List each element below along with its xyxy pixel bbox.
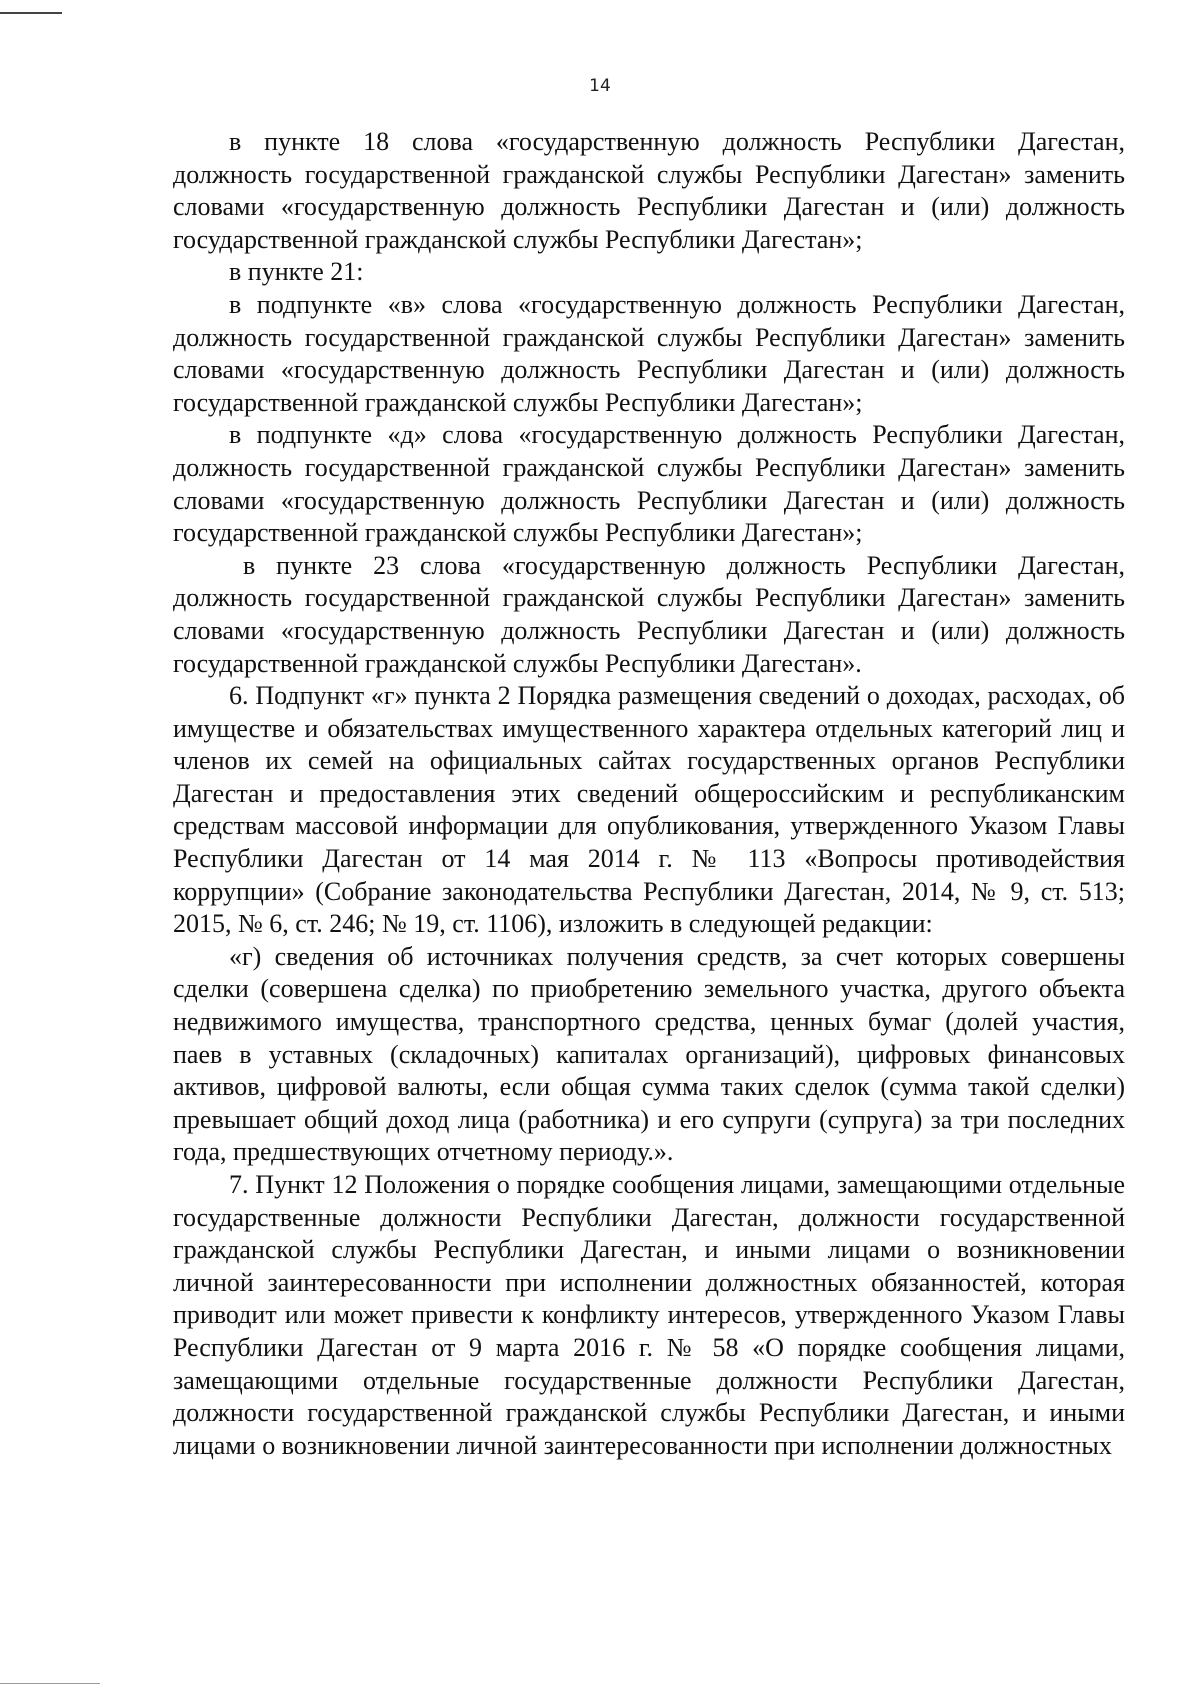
paragraph-quoted-subitem-g: «г) сведения об источниках получения средств, за счет которых совершены сделки (совершена сделка) по приобретению земельного участка, другого объекта недвижимого имущества, транспортного средства, ценных бумаг (долей участия, паев в уставных (складочных) капиталах организаций), цифровых финансовых активов, цифровой валюты, если общая сумма таких сделок (сумма такой сделки) превышает общий доход лица (работника) и его супруги (супруга) за три последних года, предшествующих отчетному периоду.». [173,941,1125,1167]
paragraph-subitem-d: в подпункте «д» слова «государственную должность Республики Дагестан, должность государственной гражданской службы Республики Дагестан» заменить словами «государственную должность Республики Дагестан и (или) должность государственной гражданской службы Республики Дагестан»; [173,420,1125,548]
page-number: 14 [589,76,611,96]
scan-corner-mark [0,12,62,14]
paragraph-item-21-intro: в пункте 21: [229,257,364,287]
scan-bottom-mark [0,1683,100,1684]
paragraph-subitem-v: в подпункте «в» слова «государственную должность Республики Дагестан, должность государственной гражданской службы Республики Дагестан» заменить словами «государственную должность Республики Дагестан и (или) должность государственной гражданской службы Республики Дагестан»; [173,289,1125,417]
paragraph-section-6: 6. Подпункт «г» пункта 2 Порядка размещения сведений о доходах, расходах, об имуществе и обязательствах имущественного характера отдельных категорий лиц и членов их семей на официальных сайтах государственных органов Республики Дагестан и предоставления этих сведений общероссийским и республиканским средствам массовой информации для опубликования, утвержденного Указом Главы Республики Дагестан от 14 мая 2014 г. № 113 «Вопросы противодействия коррупции» (Собрание законодательства Республики Дагестан, 2014, № 9, ст. 513; 2015, № 6, ст. 246; № 19, ст. 1106), изложить в следующей редакции: [173,681,1125,939]
paragraph-item-23: в пункте 23 слова «государственную должность Республики Дагестан, должность государственной гражданской службы Республики Дагестан» заменить словами «государственную должность Республики Дагестан и (или) должность государственной гражданской службы Республики Дагестан». [173,550,1125,678]
document-body [173,126,1125,1462]
paragraph-item-18: в пункте 18 слова «государственную должность Республики Дагестан, должность государственной гражданской службы Республики Дагестан» заменить словами «государственную должность Республики Дагестан и (или) должность государственной гражданской службы Республики Дагестан»; [173,127,1125,254]
paragraph-section-7: 7. Пункт 12 Положения о порядке сообщения лицами, замещающими отдельные государственные должности Республики Дагестан, должности государственной гражданской службы Республики Дагестан, и иными лицами о возникновении личной заинтересованности при исполнении должностных обязанностей, которая приводит или может привести к конфликту интересов, утвержденного Указом Главы Республики Дагестан от 9 марта 2016 г. № 58 «О порядке сообщения лицами, замещающими отдельные государственные должности Республики Дагестан, должности государственной гражданской службы Республики Дагестан, и иными лицами о возникновении личной заинтересованности при исполнении должностных [173,1170,1125,1460]
